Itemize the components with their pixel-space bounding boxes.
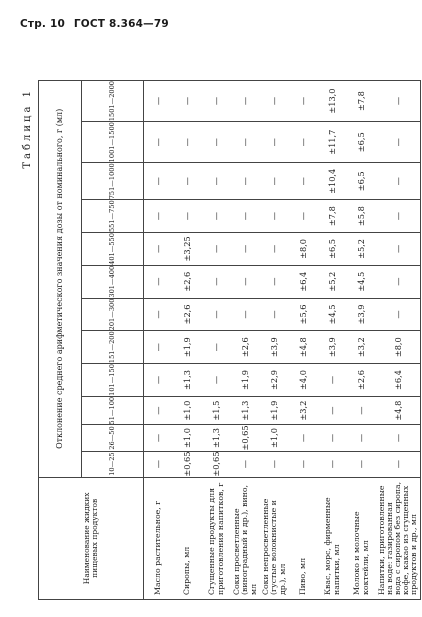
- deviation-cell: ±3,9: [260, 331, 289, 364]
- product-name: Сиропы, мл: [173, 477, 202, 599]
- range-header-1: 10—25: [82, 451, 144, 477]
- deviation-cell: ±5,8: [347, 200, 376, 233]
- deviation-cell: ±1,0: [173, 396, 202, 425]
- name-column-header: Наименование жидких пищевых продуктов: [39, 477, 144, 599]
- range-header-11: 1001—1500: [82, 122, 144, 163]
- range-header-7: 301—400: [82, 265, 144, 298]
- product-name: Соки непросветленные (густые волокнистые и др.), мл: [260, 477, 289, 599]
- deviation-cell: —: [231, 451, 260, 477]
- deviation-cell: ±3,2: [289, 396, 318, 425]
- table-row: [376, 81, 421, 600]
- deviation-cell: ±1,3: [231, 396, 260, 425]
- deviation-cell: —: [347, 425, 376, 451]
- deviation-cell: —: [202, 233, 231, 266]
- table-row: [260, 81, 289, 600]
- deviation-cell: —: [144, 298, 174, 331]
- deviation-cell: —: [144, 265, 174, 298]
- table-row: [144, 81, 174, 600]
- deviation-cell: —: [260, 233, 289, 266]
- deviation-cell: —: [289, 81, 318, 122]
- range-header-6: 201—300: [82, 298, 144, 331]
- deviation-cell: ±6,4: [289, 265, 318, 298]
- deviation-cell: ±0,65: [173, 451, 202, 477]
- deviation-cell: —: [260, 200, 289, 233]
- data-table: [38, 80, 421, 600]
- deviation-cell: —: [376, 81, 421, 122]
- deviation-cell: —: [260, 298, 289, 331]
- deviation-cell: —: [202, 122, 231, 163]
- deviation-cell: —: [347, 451, 376, 477]
- deviation-cell: ±3,25: [173, 233, 202, 266]
- table-title: Таблица 1: [22, 88, 33, 169]
- deviation-cell: —: [289, 122, 318, 163]
- deviation-cell: ±7,8: [318, 200, 347, 233]
- deviation-cell: ±5,6: [289, 298, 318, 331]
- deviation-cell: —: [289, 451, 318, 477]
- deviation-cell: —: [231, 265, 260, 298]
- deviation-cell: —: [202, 298, 231, 331]
- range-header-12: 1501—2000: [82, 81, 144, 122]
- deviation-cell: —: [202, 331, 231, 364]
- deviation-cell: —: [202, 163, 231, 200]
- deviation-cell: —: [144, 200, 174, 233]
- deviation-cell: ±5,2: [318, 265, 347, 298]
- table-row: [289, 81, 318, 600]
- deviation-cell: —: [318, 425, 347, 451]
- deviation-cell: —: [376, 265, 421, 298]
- deviation-cell: —: [260, 81, 289, 122]
- page-header: [20, 18, 174, 30]
- range-header-4: 101—150: [82, 364, 144, 397]
- deviation-cell: —: [376, 163, 421, 200]
- deviation-cell: ±5,2: [347, 233, 376, 266]
- deviation-cell: —: [289, 200, 318, 233]
- deviation-cell: —: [202, 265, 231, 298]
- product-name: Квас, морс, фирменные напитки, мл: [318, 477, 347, 599]
- deviation-cell: —: [144, 233, 174, 266]
- page-number: Стр. 10: [20, 18, 65, 30]
- deviation-cell: ±3,2: [347, 331, 376, 364]
- deviation-cell: —: [231, 200, 260, 233]
- deviation-cell: ±4,8: [289, 331, 318, 364]
- deviation-cell: ±1,5: [202, 396, 231, 425]
- deviation-cell: ±3,9: [318, 331, 347, 364]
- deviation-cell: ±3,9: [347, 298, 376, 331]
- deviation-cell: ±6,5: [318, 233, 347, 266]
- deviation-cell: —: [202, 81, 231, 122]
- product-name: Молоко и молочные коктейли, мл: [347, 477, 376, 599]
- deviation-cell: —: [318, 364, 347, 397]
- deviation-cell: ±1,9: [260, 396, 289, 425]
- deviation-cell: —: [173, 81, 202, 122]
- range-header-10: 751—1000: [82, 163, 144, 200]
- deviation-cell: —: [144, 122, 174, 163]
- range-header-9: 551—750: [82, 200, 144, 233]
- deviation-cell: —: [376, 298, 421, 331]
- deviation-cell: ±2,6: [173, 298, 202, 331]
- deviation-cell: —: [318, 396, 347, 425]
- table-row: [318, 81, 347, 600]
- product-name: Соки просветленные (виноградный и др.), вино, мл: [231, 477, 260, 599]
- deviation-cell: —: [173, 200, 202, 233]
- deviation-cell: ±1,3: [173, 364, 202, 397]
- deviation-cell: ±4,5: [318, 298, 347, 331]
- deviation-cell: ±6,5: [347, 122, 376, 163]
- range-header-2: 26—50: [82, 425, 144, 451]
- range-header-8: 401—550: [82, 233, 144, 266]
- rotated-table-block: [20, 80, 419, 600]
- deviation-cell: ±0,65: [202, 451, 231, 477]
- deviation-cell: —: [173, 122, 202, 163]
- deviation-cell: —: [260, 265, 289, 298]
- deviation-cell: ±2,6: [173, 265, 202, 298]
- product-name: Масло растительное, г: [144, 477, 174, 599]
- deviation-cell: —: [289, 425, 318, 451]
- product-name: Сгущенные продукты для приготовления напитков, г: [202, 477, 231, 599]
- range-header-3: 51—100: [82, 396, 144, 425]
- deviation-cell: —: [231, 233, 260, 266]
- deviation-cell: ±1,9: [173, 331, 202, 364]
- table-row: [202, 81, 231, 600]
- deviation-cell: —: [231, 81, 260, 122]
- deviation-cell: ±2,6: [231, 331, 260, 364]
- deviation-cell: ±1,9: [231, 364, 260, 397]
- deviation-cell: —: [376, 451, 421, 477]
- deviation-cell: —: [318, 451, 347, 477]
- deviation-cell: —: [231, 298, 260, 331]
- deviation-cell: —: [144, 163, 174, 200]
- product-name: Напитки, приготовленные на воде: газированная вода с сиропом без сиропа, кофе, какао из сгущенных продуктов и др., мл: [376, 477, 421, 599]
- deviation-cell: —: [347, 396, 376, 425]
- deviation-cell: —: [173, 163, 202, 200]
- deviation-cell: —: [144, 425, 174, 451]
- product-name: Пиво, мл: [289, 477, 318, 599]
- table-row: [347, 81, 376, 600]
- deviation-cell: ±0,65: [231, 425, 260, 451]
- deviation-cell: ±1,3: [202, 425, 231, 451]
- deviation-cell: —: [376, 200, 421, 233]
- deviation-cell: —: [376, 233, 421, 266]
- deviation-cell: —: [260, 451, 289, 477]
- deviation-cell: —: [144, 331, 174, 364]
- deviation-cell: ±4,8: [376, 396, 421, 425]
- deviation-cell: —: [144, 451, 174, 477]
- deviation-cell: —: [376, 425, 421, 451]
- deviation-cell: —: [376, 122, 421, 163]
- deviation-cell: —: [144, 364, 174, 397]
- table-row: [173, 81, 202, 600]
- table-row: [231, 81, 260, 600]
- deviation-cell: ±2,9: [260, 364, 289, 397]
- deviation-cell: ±7,8: [347, 81, 376, 122]
- deviation-cell: —: [202, 364, 231, 397]
- deviation-cell: ±13,0: [318, 81, 347, 122]
- deviation-cell: ±1,0: [260, 425, 289, 451]
- range-header-5: 151—200: [82, 331, 144, 364]
- deviation-header: Отклонение среднего арифметического значения дозы от номинального, г (мл): [39, 81, 82, 478]
- standard-code: ГОСТ 8.364—79: [73, 18, 169, 30]
- deviation-cell: ±2,6: [347, 364, 376, 397]
- deviation-cell: —: [144, 81, 174, 122]
- deviation-cell: ±6,4: [376, 364, 421, 397]
- table-header-row: [39, 81, 82, 600]
- deviation-cell: ±10,4: [318, 163, 347, 200]
- deviation-cell: —: [260, 163, 289, 200]
- deviation-cell: —: [231, 122, 260, 163]
- deviation-cell: ±8,0: [376, 331, 421, 364]
- deviation-cell: —: [231, 163, 260, 200]
- deviation-cell: —: [260, 122, 289, 163]
- deviation-cell: —: [202, 200, 231, 233]
- deviation-cell: ±4,5: [347, 265, 376, 298]
- deviation-cell: ±6,5: [347, 163, 376, 200]
- deviation-cell: ±8,0: [289, 233, 318, 266]
- deviation-cell: ±4,0: [289, 364, 318, 397]
- deviation-cell: ±11,7: [318, 122, 347, 163]
- deviation-cell: —: [144, 396, 174, 425]
- deviation-cell: —: [289, 163, 318, 200]
- deviation-cell: ±1,0: [173, 425, 202, 451]
